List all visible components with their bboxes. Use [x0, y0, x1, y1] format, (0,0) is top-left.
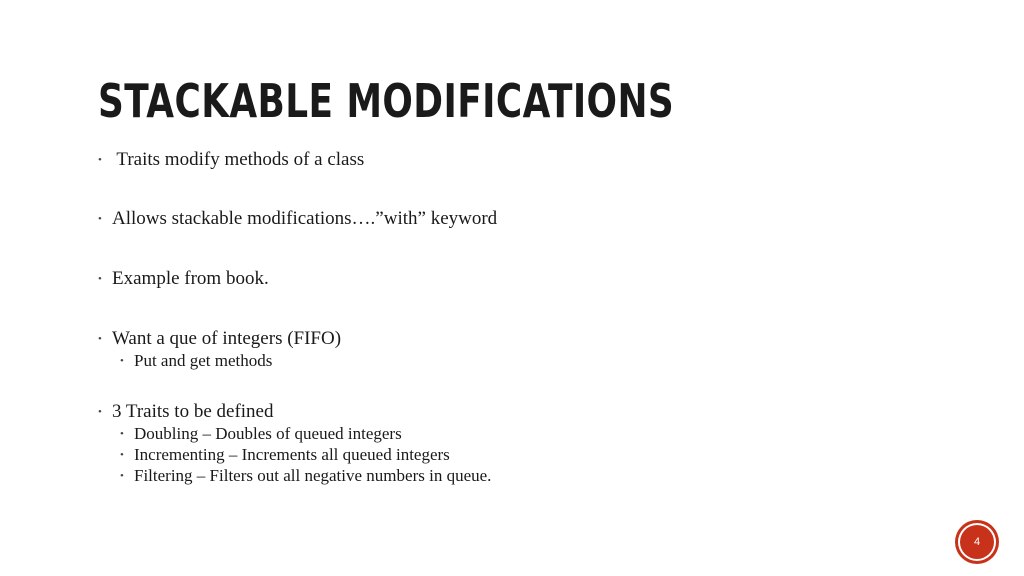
- bullet-text: Allows stackable modifications….”with” keyword: [112, 208, 498, 229]
- bullet-text: 3 Traits to be defined: [112, 401, 274, 422]
- bullet-dot-icon: •: [98, 333, 102, 345]
- sub-bullet-item: [120, 444, 450, 466]
- sub-bullet-item: [120, 465, 491, 487]
- bullet-item: [98, 327, 341, 351]
- bullet-dot-icon: •: [98, 154, 102, 166]
- sub-bullet-dot-icon: •: [120, 470, 124, 482]
- sub-bullet-text: Filtering – Filters out all negative numbers in queue.: [134, 466, 492, 485]
- sub-bullet-item: [120, 350, 272, 372]
- bullet-text: Example from book.: [112, 268, 269, 289]
- sub-bullet-dot-icon: •: [120, 449, 124, 461]
- bullet-item: [98, 207, 497, 231]
- bullet-text: Traits modify methods of a class: [112, 149, 365, 170]
- slide-title: STACKABLE MODIFICATIONS: [98, 74, 675, 128]
- sub-bullet-dot-icon: •: [120, 428, 124, 440]
- sub-bullet-dot-icon: •: [120, 355, 124, 367]
- bullet-item: [98, 148, 364, 172]
- sub-bullet-text: Incrementing – Increments all queued integers: [134, 445, 450, 464]
- sub-bullet-item: [120, 423, 402, 445]
- bullet-dot-icon: •: [98, 273, 102, 285]
- bullet-item: [98, 400, 274, 424]
- bullet-dot-icon: •: [98, 213, 102, 225]
- bullet-dot-icon: •: [98, 406, 102, 418]
- bullet-text: Want a que of integers (FIFO): [112, 328, 342, 349]
- sub-bullet-text: Doubling – Doubles of queued integers: [134, 424, 402, 443]
- bullet-item: [98, 267, 269, 291]
- sub-bullet-text: Put and get methods: [134, 351, 273, 370]
- page-number: 4: [973, 536, 981, 548]
- page-number-badge: [958, 523, 996, 561]
